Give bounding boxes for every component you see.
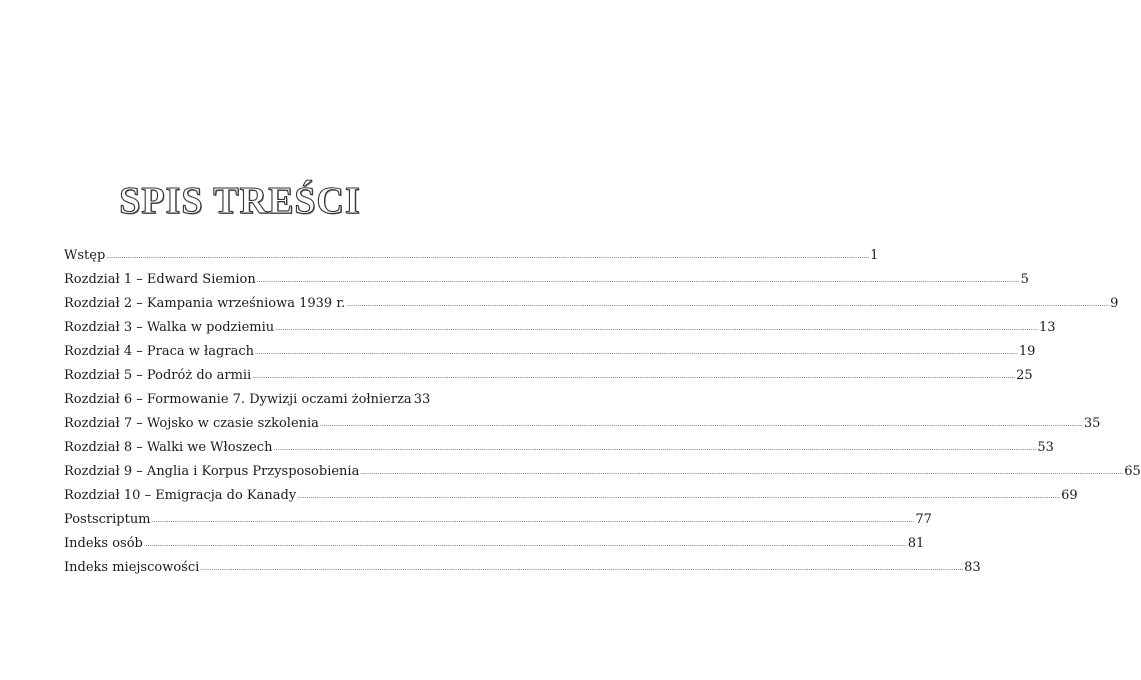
toc-entry-label: Rozdział 7 – Wojsko w czasie szkolenia [64, 416, 319, 431]
toc-page-number: 13 [1039, 320, 1056, 335]
dot-leader: ................................................................................................................................................................................................................................................................................................................................................................................................................ [275, 325, 1039, 332]
toc-entry-label: Rozdział 10 – Emigracja do Kanady [64, 488, 297, 503]
toc-page-number: 9 [1110, 296, 1119, 311]
toc-entry[interactable] [64, 340, 1036, 364]
toc-entry-label: Rozdział 1 – Edward Siemion [64, 272, 256, 287]
toc-entry[interactable] [64, 268, 1029, 292]
dot-leader: ................................................................................................................................................................................................................................................................................................................................................................................................................ [256, 277, 1020, 284]
toc-entry-label: Rozdział 2 – Kampania wrześniowa 1939 r. [64, 296, 346, 311]
toc-page-number: 77 [915, 512, 932, 527]
toc-entry-label: Rozdział 6 – Formowanie 7. Dywizji oczami żołnierza [64, 392, 412, 407]
toc-page-number: 83 [964, 560, 981, 575]
toc-page-number: 33 [413, 392, 431, 407]
toc-entry[interactable] [64, 460, 1141, 484]
toc-entry-label: Indeks miejscowości [64, 560, 200, 575]
toc-list [64, 244, 1141, 580]
toc-page-number: 19 [1018, 344, 1036, 359]
toc-page-number: 1 [870, 248, 879, 263]
toc-page-number: 53 [1037, 440, 1054, 455]
toc-page-number: 25 [1016, 368, 1033, 383]
toc-entry[interactable] [64, 244, 879, 268]
toc-entry[interactable] [64, 532, 925, 556]
toc-entry[interactable] [64, 388, 431, 412]
toc-entry-label: Rozdział 9 – Anglia i Korpus Przysposobienia [64, 464, 360, 479]
toc-entry-label: Rozdział 8 – Walki we Włoszech [64, 440, 273, 455]
toc-title: SPIS TREŚCI [119, 180, 361, 222]
dot-leader: ................................................................................................................................................................................................................................................................................................................................................................................................................ [106, 253, 870, 260]
toc-page-number: 69 [1061, 488, 1078, 503]
toc-entry[interactable] [64, 364, 1033, 388]
dot-leader: ................................................................................................................................................................................................................................................................................................................................................................................................................ [273, 445, 1037, 452]
dot-leader: ................................................................................................................................................................................................................................................................................................................................................................................................................ [297, 493, 1061, 500]
toc-entry[interactable] [64, 436, 1054, 460]
dot-leader: ................................................................................................................................................................................................................................................................................................................................................................................................................ [200, 565, 964, 572]
dot-leader: ................................................................................................................................................................................................................................................................................................................................................................................................................ [254, 349, 1018, 356]
toc-entry-label: Rozdział 5 – Podróż do armii [64, 368, 252, 383]
toc-page-number: 35 [1083, 416, 1101, 431]
toc-entry[interactable] [64, 316, 1056, 340]
dot-leader: ................................................................................................................................................................................................................................................................................................................................................................................................................ [151, 517, 915, 524]
dot-leader: ................................................................................................................................................................................................................................................................................................................................................................................................................ [252, 373, 1016, 380]
dot-leader: ................................................................................................................................................................................................................................................................................................................................................................................................................ [143, 541, 907, 548]
toc-entry[interactable] [64, 292, 1119, 316]
toc-entry[interactable] [64, 508, 932, 532]
toc-entry-label: Rozdział 4 – Praca w łagrach [64, 344, 254, 359]
toc-entry-label: Rozdział 3 – Walka w podziemiu [64, 320, 275, 335]
toc-page-number: 65 [1124, 464, 1141, 479]
dot-leader: ................................................................................................................................................................................................................................................................................................................................................................................................................ [346, 301, 1110, 308]
dot-leader: ................................................................................................................................................................................................................................................................................................................................................................................................................ [360, 469, 1124, 476]
toc-page-number: 81 [907, 536, 925, 551]
toc-entry-label: Indeks osób [64, 536, 143, 551]
dot-leader: ................................................................................................................................................................................................................................................................................................................................................................................................................ [319, 421, 1083, 428]
toc-entry-label: Postscriptum [64, 512, 151, 527]
toc-entry[interactable] [64, 412, 1101, 436]
toc-page-number: 5 [1020, 272, 1029, 287]
toc-entry-label: Wstęp [64, 248, 106, 263]
toc-entry[interactable] [64, 556, 981, 580]
toc-entry[interactable] [64, 484, 1078, 508]
